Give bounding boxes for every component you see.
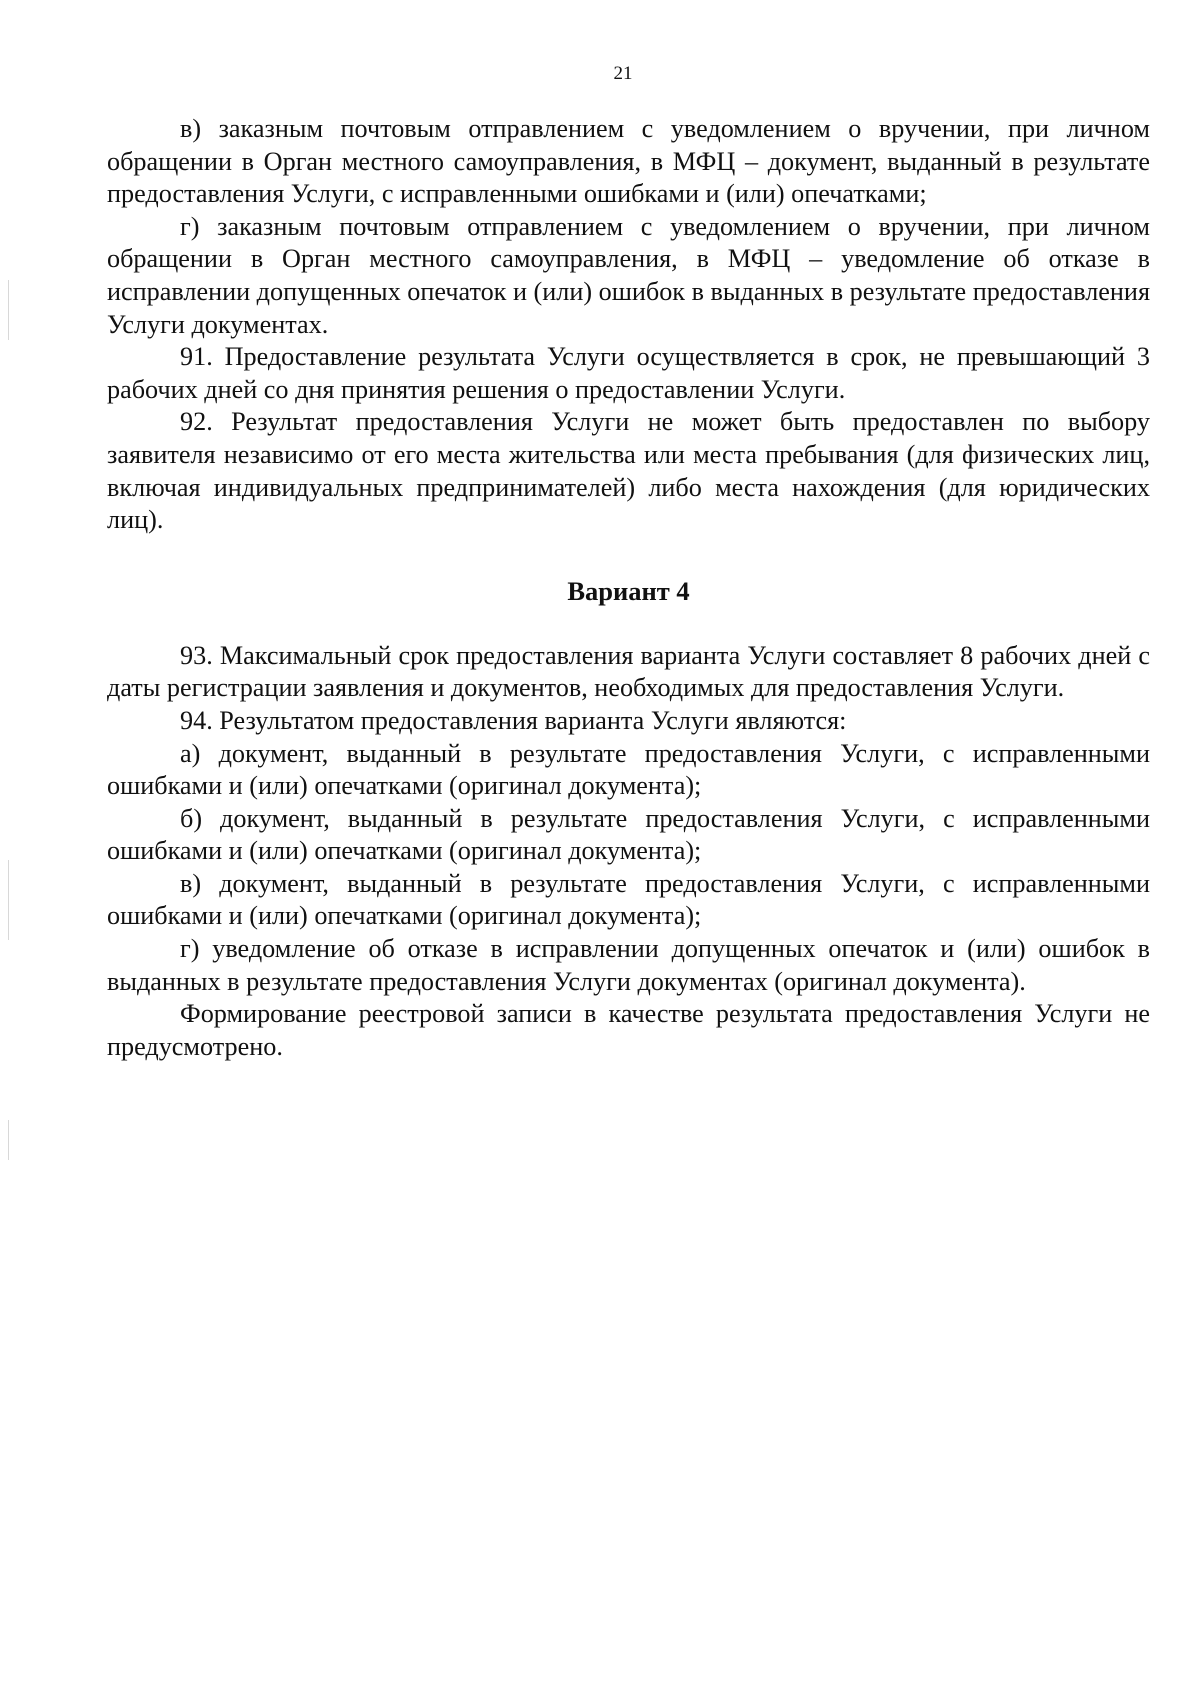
page-number: 21 [613,63,633,84]
scan-edge-mark-upper [8,280,9,340]
document-body [107,113,1150,1063]
paragraph-g-refusal-notice: г) уведомление об отказе в исправлении допущенных опечаток и (или) ошибок в выданных в результате предоставления Услуги документах (оригинал документа). [107,934,1150,996]
paragraph-92-result-by-choice: 92. Результат предоставления Услуги не может быть предоставлен по выбору заявителя независимо от его места жительства или места пребывания (для физических лиц, включая индивидуальных предпринимателей) либо места нахождения (для юридических лиц). [107,407,1150,535]
scan-edge-mark-middle [8,860,9,940]
paragraph-g-registered-mail-refusal: г) заказным почтовым отправлением с уведомлением о вручении, при личном обращении в Орган местного самоуправления, в МФЦ – уведомление об отказе в исправлении допущенных опечаток и (или) ошибок в выданных в результате предоставления Услуги документах. [107,211,1150,339]
paragraph-94-results-intro: 94. Результатом предоставления варианта Услуги являются: [180,705,847,735]
paragraph-91-delivery-term: 91. Предоставление результата Услуги осуществляется в срок, не превышающий 3 рабочих дней со дня принятия решения о предоставлении Услуги. [107,342,1150,404]
paragraph-93-max-term: 93. Максимальный срок предоставления варианта Услуги составляет 8 рабочих дней с даты регистрации заявления и документов, необходимых для предоставления Услуги. [107,640,1150,703]
paragraph-registry-record-note: Формирование реестровой записи в качестве результата предоставления Услуги не предусмотрено. [107,999,1150,1061]
section-heading-variant-4: Вариант 4 [567,575,690,606]
paragraph-a-corrected-document: а) документ, выданный в результате предоставления Услуги, с исправленными ошибками и (или) опечатками (оригинал документа); [107,738,1150,801]
paragraph-v-corrected-document: в) документ, выданный в результате предоставления Услуги, с исправленными ошибками и (или) опечатками (оригинал документа); [107,868,1150,931]
paragraph-b-corrected-document: б) документ, выданный в результате предоставления Услуги, с исправленными ошибками и (или) опечатками (оригинал документа); [107,803,1150,866]
scan-edge-mark-lower [8,1120,9,1160]
paragraph-v-registered-mail-document: в) заказным почтовым отправлением с уведомлением о вручении, при личном обращении в Орган местного самоуправления, в МФЦ – документ, выданный в результате предоставления Услуги, с исправленными ошибками и (или) опечатками; [107,114,1150,209]
